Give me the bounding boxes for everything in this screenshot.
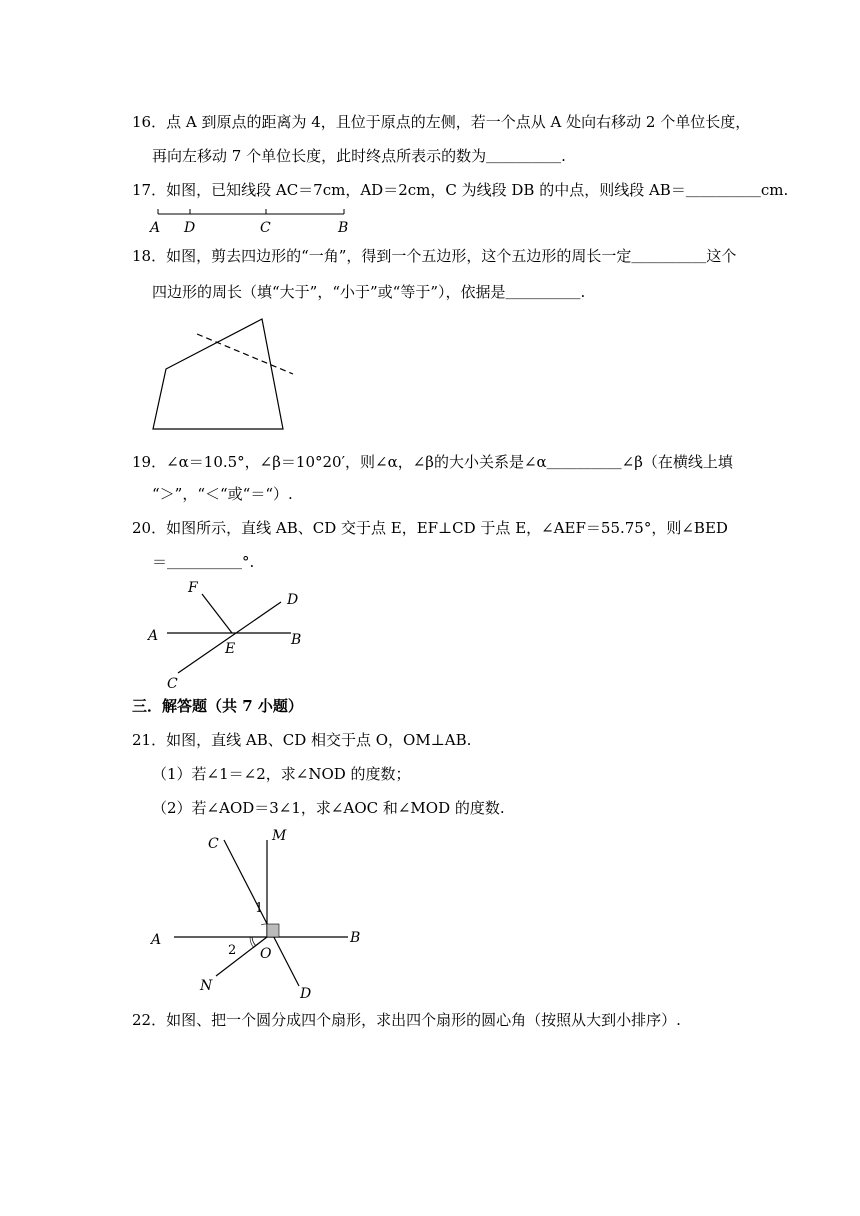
q16-line1: 16．点 A 到原点的距离为 4，且位于原点的左侧，若一个点从 A 处向右移动 2 个单位长度， xyxy=(132,113,751,131)
q21-line1: 21．如图，直线 AB、CD 相交于点 O，OM⊥AB. xyxy=(132,731,472,749)
q20-label-c: C xyxy=(167,676,178,692)
q21-label-a: A xyxy=(151,932,162,948)
q17-label-b: B xyxy=(338,220,349,236)
q21-label-b: B xyxy=(350,930,361,946)
q21-part2: （2）若∠AOD＝3∠1，求∠AOC 和∠MOD 的度数. xyxy=(152,799,505,817)
q20-line2: ＝＿＿＿＿＿°. xyxy=(152,553,255,571)
q16-line2: 再向左移动 7 个单位长度，此时终点所表示的数为＿＿＿＿＿. xyxy=(152,147,566,165)
q21-label-angle1: 1 xyxy=(255,901,264,916)
q21-label-m: M xyxy=(272,828,287,844)
q21-label-c: C xyxy=(208,836,219,852)
figure-q20-intersecting-lines xyxy=(145,576,315,691)
q20-label-b: B xyxy=(291,632,302,648)
q22-line1: 22．如图、把一个圆分成四个扇形，求出四个扇形的圆心角（按照从大到小排序）. xyxy=(132,1011,681,1029)
q17-line1: 17．如图，已知线段 AC＝7cm，AD＝2cm，C 为线段 DB 的中点，则线段 AB＝＿＿＿＿＿cm. xyxy=(132,181,789,199)
q20-line1: 20．如图所示，直线 AB、CD 交于点 E，EF⊥CD 于点 E，∠AEF＝55.75°，则∠BED xyxy=(132,519,728,537)
q17-label-c: C xyxy=(260,220,271,236)
figure-q17-segment xyxy=(150,206,360,234)
q18-line1: 18．如图，剪去四边形的“一角”，得到一个五边形，这个五边形的周长一定＿＿＿＿＿这个 xyxy=(132,247,737,265)
q21-label-angle2: 2 xyxy=(228,943,237,958)
q21-part1: （1）若∠1＝∠2，求∠NOD 的度数； xyxy=(152,765,411,783)
q19-line2: “＞”，“＜“或“＝“）. xyxy=(152,485,293,503)
q18-line2: 四边形的周长（填“大于”，“小于”或“等于”），依据是＿＿＿＿＿. xyxy=(152,283,586,301)
q20-label-f: F xyxy=(188,580,198,596)
q20-label-d: D xyxy=(287,592,299,608)
q21-label-d: D xyxy=(300,986,312,1002)
q19-line1: 19．∠α＝10.5°，∠β＝10°20′，则∠α，∠β的大小关系是∠α＿＿＿＿＿∠β（在横线上填 xyxy=(132,453,733,471)
figure-q18-quadrilateral xyxy=(150,316,300,436)
q21-label-o: O xyxy=(260,946,272,962)
section3-heading: 三．解答题（共 7 小题） xyxy=(132,697,303,715)
q20-label-e: E xyxy=(225,641,236,657)
q17-label-d: D xyxy=(184,220,196,236)
q21-label-n: N xyxy=(200,978,213,994)
q20-label-a: A xyxy=(148,628,159,644)
figure-q21-lines xyxy=(148,828,378,1003)
q17-label-a: A xyxy=(150,220,161,236)
